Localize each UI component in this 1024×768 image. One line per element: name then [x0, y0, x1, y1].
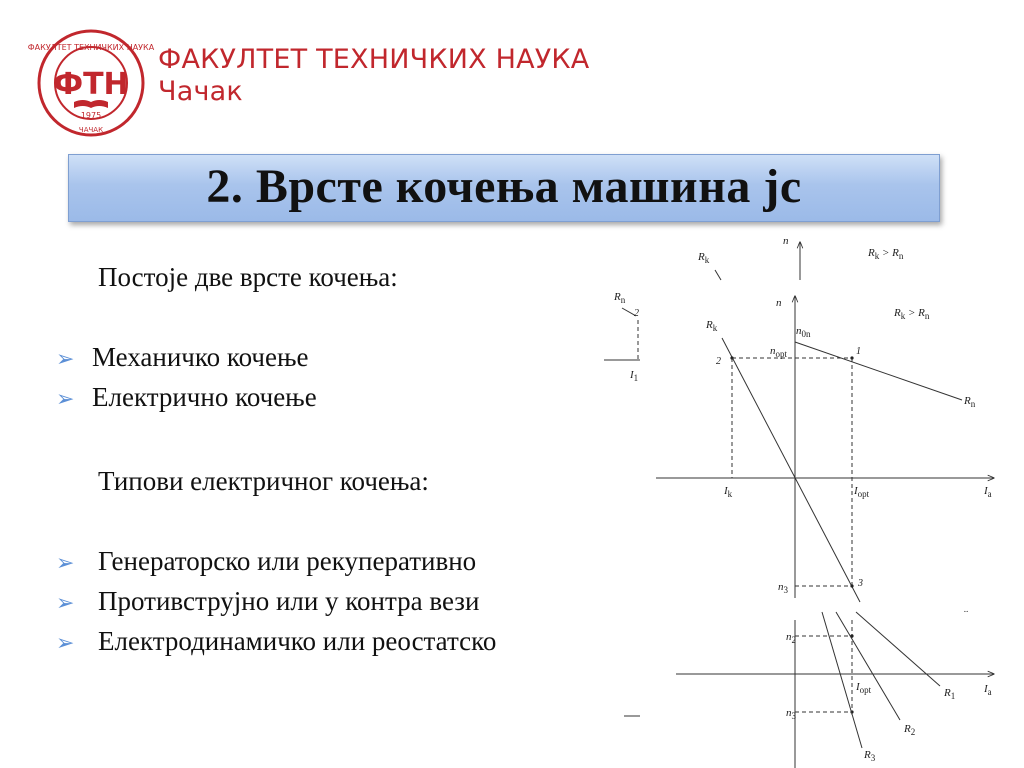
bullet-arrow-icon: ➢ [56, 550, 75, 575]
axis-label-n: n [776, 297, 782, 309]
faculty-name: ФАКУЛТЕТ ТЕХНИЧКИХ НАУКА [158, 44, 590, 75]
label-n3: $n_3$ [778, 581, 788, 595]
label-i1-left: $I_1$ [630, 369, 639, 383]
types-list [0, 540, 580, 680]
left-fragment [604, 291, 640, 383]
slide-title: 2. Врсте кочења машина јс [206, 160, 802, 213]
lower-characteristic-plot [624, 612, 994, 768]
svg-text:..: .. [964, 604, 969, 614]
label-rn-left: $R_n$ [614, 291, 626, 305]
top-strip-fragment [697, 235, 904, 280]
axis-label-ia-lower: $I_a$ [984, 683, 992, 697]
label-ik: $I_k$ [724, 485, 733, 499]
intro-text: Постоје две врсте кочења: [98, 262, 398, 292]
main-characteristic-plot [656, 296, 994, 614]
label-r2: $R_2$ [904, 723, 916, 737]
label-rn: $R_n$ [964, 395, 976, 409]
bullet-arrow-icon: ➢ [56, 590, 75, 615]
label-rk: $R_k$ [706, 319, 718, 333]
point-3-label: 3 [858, 578, 863, 589]
kind-item: Механичко кочење [92, 342, 309, 372]
bullet-arrow-icon: ➢ [56, 346, 75, 371]
types-heading: Типови електричног кочења: [98, 466, 429, 496]
label-r3: $R_3$ [864, 749, 876, 763]
faculty-city: Чачак [158, 76, 243, 107]
label-n2: $n_2$ [786, 631, 796, 645]
label-nopt: $n_{opt}$ [770, 345, 788, 359]
type-item: Генераторско или рекуперативно [98, 546, 477, 576]
logo-bottom-text: ЧАЧАК [78, 126, 104, 134]
kind-item: Електрично кочење [92, 382, 317, 412]
logo-ring-text: ФАКУЛТЕТ ТЕХНИЧКИХ НАУКА [27, 43, 155, 52]
axis-label-n-top: n [783, 235, 789, 247]
axis-label-ia: $I_a$ [984, 485, 992, 499]
label-rk-gt-rn-top: $R_k > R_n$ [868, 247, 904, 261]
bullet-arrow-icon: ➢ [56, 630, 75, 655]
type-item: Противструјно или у контра вези [98, 586, 480, 616]
braking-characteristics-diagram [600, 228, 1024, 768]
bullet-arrow-icon: ➢ [56, 386, 75, 411]
point-1-label: 1 [856, 346, 861, 357]
label-rk-top: $R_k$ [698, 251, 710, 265]
label-n0n: $n_{0n}$ [796, 325, 811, 339]
logo-monogram: ФТН [53, 67, 129, 102]
logo-year: 1975 [80, 111, 102, 120]
label-iopt-lower: $I_{opt}$ [856, 681, 872, 695]
label-n3-lower: $n_3$ [786, 707, 796, 721]
point-2-label: 2 [716, 356, 721, 367]
label-r1: $R_1$ [944, 687, 956, 701]
label-2-left: 2 [634, 308, 639, 319]
type-item: Електродинамичко или реостатско [98, 626, 497, 656]
label-rk-gt-rn: $R_k > R_n$ [894, 307, 930, 321]
label-iopt: $I_{opt}$ [854, 485, 870, 499]
